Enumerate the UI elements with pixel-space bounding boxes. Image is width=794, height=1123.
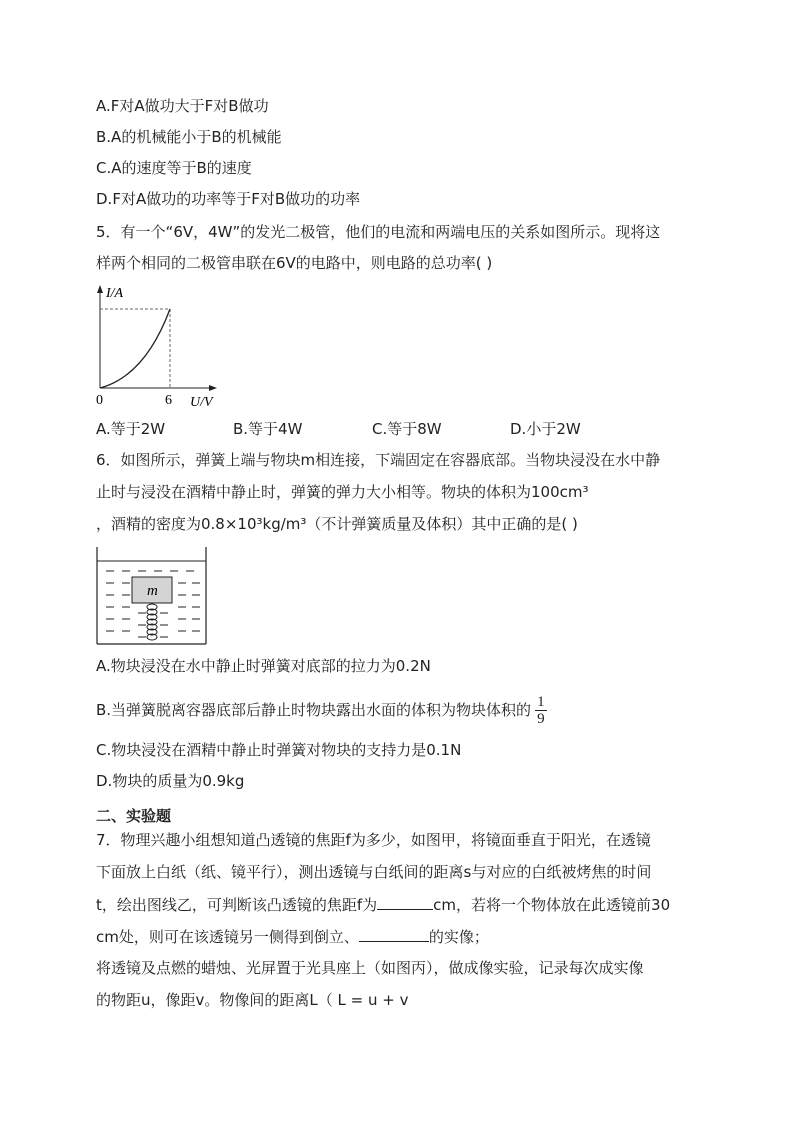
q6-option-a: A.物块浸没在水中静止时弹簧对底部的拉力为0.2N — [96, 657, 431, 675]
q7-line3-text-a: t，绘出图线乙，可判断该凸透镜的焦距f为 — [96, 896, 378, 914]
q4-option-c: C.A的速度等于B的速度 — [96, 159, 252, 177]
q7-stem-line2: 下面放上白纸（纸、镜平行），测出透镜与白纸间的距离s与对应的白纸被烤焦的时间 — [96, 863, 652, 881]
q6-stem-line2: 止时与浸没在酒精中静止时，弹簧的弹力大小相等。物块的体积为100cm³ — [96, 483, 589, 501]
q7-answer-blank-focal[interactable] — [377, 893, 433, 910]
q7-line3-text-b: cm，若将一个物体放在此透镜前30 — [433, 896, 671, 914]
q6-stem-line1: 6．如图所示，弹簧上端与物块m相连接，下端固定在容器底部。当物块浸没在水中静 — [96, 451, 661, 469]
x-axis-label: U/V — [190, 395, 213, 410]
iu-curve — [100, 309, 170, 388]
q5-option-a: A.等于2W — [96, 420, 166, 438]
x-tick-label: 6 — [165, 393, 172, 408]
q5-stem-line2: 样两个相同的二极管串联在6V的电路中，则电路的总功率( ) — [96, 254, 493, 272]
q7-line4-text-a: cm处，则可在该透镜另一侧得到倒立、 — [96, 928, 359, 946]
fraction-one-ninth — [535, 694, 547, 727]
q5-option-c: C.等于8W — [372, 420, 442, 438]
q7-stem-line5: 将透镜及点燃的蜡烛、光屏置于光具座上（如图丙），做成像实验，记录每次成实像 — [96, 959, 644, 977]
spring — [147, 604, 157, 640]
fraction-numerator: 1 — [537, 693, 545, 710]
q5-option-b: B.等于4W — [233, 420, 303, 438]
q6-stem-line3: ，酒精的密度为0.8×10³kg/m³（不计弹簧质量及体积）其中正确的是( ) — [96, 515, 578, 533]
q6-option-d: D.物块的质量为0.9kg — [96, 772, 245, 790]
q6-option-c: C.物块浸没在酒精中静止时弹簧对物块的支持力是0.1N — [96, 741, 462, 759]
q7-stem-line1: 7．物理兴趣小组想知道凸透镜的焦距f为多少，如图甲，将镜面垂直于阳光，在透镜 — [96, 831, 651, 849]
section-heading: 二、实验题 — [96, 807, 172, 825]
q7-line4-text-b: 的实像； — [428, 928, 489, 946]
q4-option-a: A.F对A做功大于F对B做功 — [96, 97, 269, 115]
q5-stem-line1: 5．有一个“6V，4W”的发光二极管，他们的电流和两端电压的关系如图所示。现将这 — [96, 223, 661, 241]
fraction-denominator: 9 — [537, 710, 545, 727]
container-diagram — [94, 547, 210, 647]
q4-option-b: B.A的机械能小于B的机械能 — [96, 128, 282, 146]
q4-option-d: D.F对A做功的功率等于F对B做功的功率 — [96, 190, 361, 208]
q7-stem-line4 — [96, 925, 489, 948]
origin-label: 0 — [96, 393, 103, 408]
block-label: m — [147, 583, 158, 599]
q6-option-b-text: B.当弹簧脱离容器底部后静止时物块露出水面的体积为物块体积的 — [96, 701, 532, 719]
q7-answer-blank-image[interactable] — [359, 925, 429, 942]
iu-graph — [90, 282, 230, 412]
q5-option-d: D.小于2W — [510, 420, 581, 438]
y-axis-label: I/A — [106, 286, 124, 301]
x-axis-arrow — [209, 385, 217, 391]
q7-stem-line6: 的物距u，像距v。物像间的距离L（ L = u + v — [96, 991, 409, 1009]
y-axis-arrow — [97, 285, 103, 293]
q7-stem-line3 — [96, 893, 670, 916]
q6-option-b — [96, 690, 547, 730]
